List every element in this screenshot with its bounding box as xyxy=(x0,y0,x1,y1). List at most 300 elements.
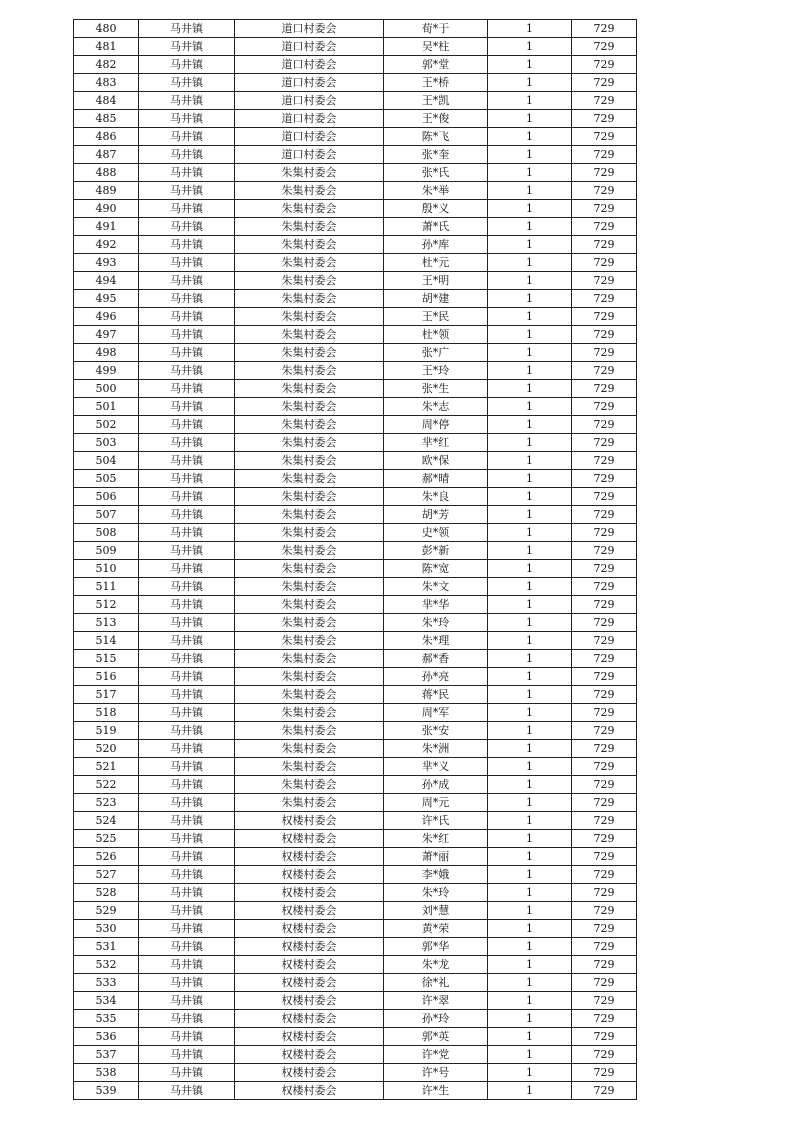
town-cell: 马井镇 xyxy=(139,920,235,938)
town-cell: 马井镇 xyxy=(139,326,235,344)
amount-cell: 729 xyxy=(572,722,637,740)
count-cell: 1 xyxy=(488,992,572,1010)
row-index-cell: 531 xyxy=(74,938,139,956)
town-cell: 马井镇 xyxy=(139,92,235,110)
amount-cell: 729 xyxy=(572,668,637,686)
amount-cell: 729 xyxy=(572,398,637,416)
village-committee-cell: 道口村委会 xyxy=(235,20,384,38)
amount-cell: 729 xyxy=(572,794,637,812)
name-cell: 孙*成 xyxy=(384,776,488,794)
town-cell: 马井镇 xyxy=(139,848,235,866)
town-cell: 马井镇 xyxy=(139,812,235,830)
name-cell: 周*军 xyxy=(384,704,488,722)
table-row xyxy=(74,398,637,416)
row-index-cell: 524 xyxy=(74,812,139,830)
town-cell: 马井镇 xyxy=(139,1046,235,1064)
count-cell: 1 xyxy=(488,362,572,380)
amount-cell: 729 xyxy=(572,38,637,56)
count-cell: 1 xyxy=(488,830,572,848)
town-cell: 马井镇 xyxy=(139,74,235,92)
village-committee-cell: 朱集村委会 xyxy=(235,560,384,578)
row-index-cell: 490 xyxy=(74,200,139,218)
village-committee-cell: 朱集村委会 xyxy=(235,776,384,794)
row-index-cell: 494 xyxy=(74,272,139,290)
town-cell: 马井镇 xyxy=(139,254,235,272)
table-row xyxy=(74,254,637,272)
village-committee-cell: 道口村委会 xyxy=(235,38,384,56)
name-cell: 王*玲 xyxy=(384,362,488,380)
name-cell: 张*生 xyxy=(384,380,488,398)
name-cell: 芈*红 xyxy=(384,434,488,452)
row-index-cell: 523 xyxy=(74,794,139,812)
amount-cell: 729 xyxy=(572,920,637,938)
town-cell: 马井镇 xyxy=(139,38,235,56)
table-row xyxy=(74,38,637,56)
table-row xyxy=(74,686,637,704)
town-cell: 马井镇 xyxy=(139,560,235,578)
name-cell: 朱*文 xyxy=(384,578,488,596)
name-cell: 彭*新 xyxy=(384,542,488,560)
town-cell: 马井镇 xyxy=(139,380,235,398)
town-cell: 马井镇 xyxy=(139,956,235,974)
table-row xyxy=(74,884,637,902)
count-cell: 1 xyxy=(488,326,572,344)
amount-cell: 729 xyxy=(572,776,637,794)
count-cell: 1 xyxy=(488,776,572,794)
town-cell: 马井镇 xyxy=(139,434,235,452)
table-row xyxy=(74,902,637,920)
table-body xyxy=(74,20,637,1100)
row-index-cell: 518 xyxy=(74,704,139,722)
village-committee-cell: 朱集村委会 xyxy=(235,668,384,686)
name-cell: 朱*洲 xyxy=(384,740,488,758)
amount-cell: 729 xyxy=(572,452,637,470)
table-row xyxy=(74,1010,637,1028)
amount-cell: 729 xyxy=(572,956,637,974)
amount-cell: 729 xyxy=(572,758,637,776)
name-cell: 陈*飞 xyxy=(384,128,488,146)
count-cell: 1 xyxy=(488,668,572,686)
table-row xyxy=(74,362,637,380)
row-index-cell: 483 xyxy=(74,74,139,92)
table-row xyxy=(74,128,637,146)
town-cell: 马井镇 xyxy=(139,578,235,596)
count-cell: 1 xyxy=(488,542,572,560)
row-index-cell: 516 xyxy=(74,668,139,686)
row-index-cell: 481 xyxy=(74,38,139,56)
town-cell: 马井镇 xyxy=(139,1010,235,1028)
amount-cell: 729 xyxy=(572,56,637,74)
name-cell: 王*俊 xyxy=(384,110,488,128)
town-cell: 马井镇 xyxy=(139,722,235,740)
name-cell: 朱*良 xyxy=(384,488,488,506)
row-index-cell: 489 xyxy=(74,182,139,200)
village-committee-cell: 权楼村委会 xyxy=(235,830,384,848)
row-index-cell: 497 xyxy=(74,326,139,344)
row-index-cell: 517 xyxy=(74,686,139,704)
village-committee-cell: 朱集村委会 xyxy=(235,416,384,434)
count-cell: 1 xyxy=(488,272,572,290)
row-index-cell: 527 xyxy=(74,866,139,884)
name-cell: 郭*英 xyxy=(384,1028,488,1046)
amount-cell: 729 xyxy=(572,560,637,578)
row-index-cell: 509 xyxy=(74,542,139,560)
amount-cell: 729 xyxy=(572,830,637,848)
amount-cell: 729 xyxy=(572,974,637,992)
count-cell: 1 xyxy=(488,956,572,974)
row-index-cell: 503 xyxy=(74,434,139,452)
town-cell: 马井镇 xyxy=(139,308,235,326)
name-cell: 孙*库 xyxy=(384,236,488,254)
table-row xyxy=(74,236,637,254)
village-committee-cell: 朱集村委会 xyxy=(235,236,384,254)
town-cell: 马井镇 xyxy=(139,974,235,992)
row-index-cell: 488 xyxy=(74,164,139,182)
row-index-cell: 492 xyxy=(74,236,139,254)
village-committee-cell: 朱集村委会 xyxy=(235,272,384,290)
table-row xyxy=(74,992,637,1010)
village-committee-cell: 朱集村委会 xyxy=(235,344,384,362)
count-cell: 1 xyxy=(488,470,572,488)
row-index-cell: 482 xyxy=(74,56,139,74)
village-committee-cell: 权楼村委会 xyxy=(235,920,384,938)
table-row xyxy=(74,164,637,182)
village-committee-cell: 权楼村委会 xyxy=(235,938,384,956)
village-committee-cell: 朱集村委会 xyxy=(235,434,384,452)
village-committee-cell: 朱集村委会 xyxy=(235,596,384,614)
count-cell: 1 xyxy=(488,56,572,74)
table-row xyxy=(74,110,637,128)
name-cell: 张*广 xyxy=(384,344,488,362)
table-row xyxy=(74,488,637,506)
town-cell: 马井镇 xyxy=(139,866,235,884)
amount-cell: 729 xyxy=(572,488,637,506)
amount-cell: 729 xyxy=(572,236,637,254)
row-index-cell: 496 xyxy=(74,308,139,326)
name-cell: 殷*义 xyxy=(384,200,488,218)
row-index-cell: 520 xyxy=(74,740,139,758)
row-index-cell: 522 xyxy=(74,776,139,794)
table-row xyxy=(74,830,637,848)
count-cell: 1 xyxy=(488,614,572,632)
village-committee-cell: 权楼村委会 xyxy=(235,992,384,1010)
village-committee-cell: 道口村委会 xyxy=(235,92,384,110)
table-row xyxy=(74,416,637,434)
row-index-cell: 537 xyxy=(74,1046,139,1064)
table-row xyxy=(74,722,637,740)
town-cell: 马井镇 xyxy=(139,110,235,128)
row-index-cell: 535 xyxy=(74,1010,139,1028)
town-cell: 马井镇 xyxy=(139,416,235,434)
count-cell: 1 xyxy=(488,650,572,668)
data-table xyxy=(73,19,637,1100)
row-index-cell: 510 xyxy=(74,560,139,578)
row-index-cell: 505 xyxy=(74,470,139,488)
amount-cell: 729 xyxy=(572,20,637,38)
town-cell: 马井镇 xyxy=(139,632,235,650)
count-cell: 1 xyxy=(488,596,572,614)
count-cell: 1 xyxy=(488,848,572,866)
table-row xyxy=(74,866,637,884)
count-cell: 1 xyxy=(488,812,572,830)
name-cell: 王*桥 xyxy=(384,74,488,92)
count-cell: 1 xyxy=(488,794,572,812)
amount-cell: 729 xyxy=(572,164,637,182)
town-cell: 马井镇 xyxy=(139,362,235,380)
amount-cell: 729 xyxy=(572,524,637,542)
name-cell: 张*奎 xyxy=(384,146,488,164)
row-index-cell: 512 xyxy=(74,596,139,614)
table-row xyxy=(74,1046,637,1064)
name-cell: 杜*元 xyxy=(384,254,488,272)
row-index-cell: 528 xyxy=(74,884,139,902)
town-cell: 马井镇 xyxy=(139,614,235,632)
row-index-cell: 486 xyxy=(74,128,139,146)
name-cell: 李*娥 xyxy=(384,866,488,884)
name-cell: 陈*宽 xyxy=(384,560,488,578)
table-row xyxy=(74,794,637,812)
amount-cell: 729 xyxy=(572,1046,637,1064)
amount-cell: 729 xyxy=(572,1064,637,1082)
village-committee-cell: 朱集村委会 xyxy=(235,254,384,272)
amount-cell: 729 xyxy=(572,272,637,290)
name-cell: 张*安 xyxy=(384,722,488,740)
village-committee-cell: 朱集村委会 xyxy=(235,740,384,758)
town-cell: 马井镇 xyxy=(139,164,235,182)
town-cell: 马井镇 xyxy=(139,740,235,758)
amount-cell: 729 xyxy=(572,380,637,398)
village-committee-cell: 朱集村委会 xyxy=(235,308,384,326)
name-cell: 许*党 xyxy=(384,1046,488,1064)
table-row xyxy=(74,326,637,344)
town-cell: 马井镇 xyxy=(139,1064,235,1082)
count-cell: 1 xyxy=(488,1082,572,1100)
village-committee-cell: 权楼村委会 xyxy=(235,812,384,830)
amount-cell: 729 xyxy=(572,254,637,272)
amount-cell: 729 xyxy=(572,632,637,650)
row-index-cell: 498 xyxy=(74,344,139,362)
count-cell: 1 xyxy=(488,380,572,398)
amount-cell: 729 xyxy=(572,686,637,704)
name-cell: 王*民 xyxy=(384,308,488,326)
amount-cell: 729 xyxy=(572,866,637,884)
table-row xyxy=(74,650,637,668)
row-index-cell: 501 xyxy=(74,398,139,416)
name-cell: 许*生 xyxy=(384,1082,488,1100)
table-row xyxy=(74,974,637,992)
table-row xyxy=(74,740,637,758)
village-committee-cell: 权楼村委会 xyxy=(235,902,384,920)
count-cell: 1 xyxy=(488,560,572,578)
row-index-cell: 538 xyxy=(74,1064,139,1082)
amount-cell: 729 xyxy=(572,614,637,632)
village-committee-cell: 朱集村委会 xyxy=(235,614,384,632)
count-cell: 1 xyxy=(488,920,572,938)
amount-cell: 729 xyxy=(572,326,637,344)
village-committee-cell: 朱集村委会 xyxy=(235,182,384,200)
village-committee-cell: 朱集村委会 xyxy=(235,686,384,704)
count-cell: 1 xyxy=(488,884,572,902)
row-index-cell: 499 xyxy=(74,362,139,380)
town-cell: 马井镇 xyxy=(139,1082,235,1100)
table-row xyxy=(74,200,637,218)
amount-cell: 729 xyxy=(572,542,637,560)
count-cell: 1 xyxy=(488,524,572,542)
table-row xyxy=(74,956,637,974)
name-cell: 胡*芳 xyxy=(384,506,488,524)
amount-cell: 729 xyxy=(572,434,637,452)
row-index-cell: 495 xyxy=(74,290,139,308)
amount-cell: 729 xyxy=(572,884,637,902)
count-cell: 1 xyxy=(488,974,572,992)
village-committee-cell: 朱集村委会 xyxy=(235,398,384,416)
name-cell: 朱*红 xyxy=(384,830,488,848)
name-cell: 王*明 xyxy=(384,272,488,290)
row-index-cell: 539 xyxy=(74,1082,139,1100)
name-cell: 郝*晴 xyxy=(384,470,488,488)
table-row xyxy=(74,1082,637,1100)
name-cell: 郝*香 xyxy=(384,650,488,668)
town-cell: 马井镇 xyxy=(139,542,235,560)
table-row xyxy=(74,524,637,542)
town-cell: 马井镇 xyxy=(139,56,235,74)
name-cell: 蒋*民 xyxy=(384,686,488,704)
table-row xyxy=(74,578,637,596)
name-cell: 刘*慧 xyxy=(384,902,488,920)
table-row xyxy=(74,506,637,524)
name-cell: 周*元 xyxy=(384,794,488,812)
town-cell: 马井镇 xyxy=(139,776,235,794)
count-cell: 1 xyxy=(488,92,572,110)
row-index-cell: 485 xyxy=(74,110,139,128)
row-index-cell: 514 xyxy=(74,632,139,650)
count-cell: 1 xyxy=(488,254,572,272)
row-index-cell: 532 xyxy=(74,956,139,974)
village-committee-cell: 道口村委会 xyxy=(235,56,384,74)
amount-cell: 729 xyxy=(572,92,637,110)
row-index-cell: 533 xyxy=(74,974,139,992)
town-cell: 马井镇 xyxy=(139,596,235,614)
town-cell: 马井镇 xyxy=(139,488,235,506)
town-cell: 马井镇 xyxy=(139,452,235,470)
row-index-cell: 530 xyxy=(74,920,139,938)
table-row xyxy=(74,848,637,866)
count-cell: 1 xyxy=(488,200,572,218)
row-index-cell: 521 xyxy=(74,758,139,776)
table-row xyxy=(74,614,637,632)
count-cell: 1 xyxy=(488,632,572,650)
amount-cell: 729 xyxy=(572,308,637,326)
amount-cell: 729 xyxy=(572,578,637,596)
count-cell: 1 xyxy=(488,506,572,524)
count-cell: 1 xyxy=(488,218,572,236)
count-cell: 1 xyxy=(488,686,572,704)
village-committee-cell: 朱集村委会 xyxy=(235,290,384,308)
town-cell: 马井镇 xyxy=(139,470,235,488)
count-cell: 1 xyxy=(488,344,572,362)
table-row xyxy=(74,470,637,488)
town-cell: 马井镇 xyxy=(139,992,235,1010)
amount-cell: 729 xyxy=(572,74,637,92)
count-cell: 1 xyxy=(488,740,572,758)
count-cell: 1 xyxy=(488,1064,572,1082)
count-cell: 1 xyxy=(488,758,572,776)
row-index-cell: 491 xyxy=(74,218,139,236)
name-cell: 许*氏 xyxy=(384,812,488,830)
town-cell: 马井镇 xyxy=(139,20,235,38)
count-cell: 1 xyxy=(488,38,572,56)
town-cell: 马井镇 xyxy=(139,650,235,668)
row-index-cell: 500 xyxy=(74,380,139,398)
row-index-cell: 534 xyxy=(74,992,139,1010)
table-row xyxy=(74,344,637,362)
count-cell: 1 xyxy=(488,1028,572,1046)
count-cell: 1 xyxy=(488,452,572,470)
name-cell: 黄*荣 xyxy=(384,920,488,938)
name-cell: 芈*华 xyxy=(384,596,488,614)
name-cell: 朱*举 xyxy=(384,182,488,200)
count-cell: 1 xyxy=(488,938,572,956)
table-row xyxy=(74,290,637,308)
row-index-cell: 484 xyxy=(74,92,139,110)
row-index-cell: 480 xyxy=(74,20,139,38)
amount-cell: 729 xyxy=(572,200,637,218)
town-cell: 马井镇 xyxy=(139,686,235,704)
table-row xyxy=(74,308,637,326)
name-cell: 郭*堂 xyxy=(384,56,488,74)
town-cell: 马井镇 xyxy=(139,758,235,776)
name-cell: 杜*领 xyxy=(384,326,488,344)
village-committee-cell: 权楼村委会 xyxy=(235,884,384,902)
count-cell: 1 xyxy=(488,1046,572,1064)
village-committee-cell: 朱集村委会 xyxy=(235,488,384,506)
count-cell: 1 xyxy=(488,704,572,722)
amount-cell: 729 xyxy=(572,704,637,722)
village-committee-cell: 朱集村委会 xyxy=(235,650,384,668)
amount-cell: 729 xyxy=(572,218,637,236)
village-committee-cell: 朱集村委会 xyxy=(235,506,384,524)
village-committee-cell: 朱集村委会 xyxy=(235,578,384,596)
row-index-cell: 536 xyxy=(74,1028,139,1046)
row-index-cell: 525 xyxy=(74,830,139,848)
table-row xyxy=(74,1064,637,1082)
name-cell: 萧*氏 xyxy=(384,218,488,236)
amount-cell: 729 xyxy=(572,344,637,362)
count-cell: 1 xyxy=(488,902,572,920)
table-row xyxy=(74,452,637,470)
name-cell: 芈*义 xyxy=(384,758,488,776)
village-committee-cell: 朱集村委会 xyxy=(235,758,384,776)
town-cell: 马井镇 xyxy=(139,290,235,308)
row-index-cell: 487 xyxy=(74,146,139,164)
table-row xyxy=(74,146,637,164)
table-row xyxy=(74,920,637,938)
table-row xyxy=(74,20,637,38)
village-committee-cell: 权楼村委会 xyxy=(235,1082,384,1100)
name-cell: 郭*华 xyxy=(384,938,488,956)
name-cell: 张*氏 xyxy=(384,164,488,182)
village-committee-cell: 道口村委会 xyxy=(235,146,384,164)
town-cell: 马井镇 xyxy=(139,344,235,362)
amount-cell: 729 xyxy=(572,362,637,380)
town-cell: 马井镇 xyxy=(139,884,235,902)
table-row xyxy=(74,218,637,236)
town-cell: 马井镇 xyxy=(139,182,235,200)
village-committee-cell: 权楼村委会 xyxy=(235,848,384,866)
town-cell: 马井镇 xyxy=(139,524,235,542)
village-committee-cell: 道口村委会 xyxy=(235,74,384,92)
table-row xyxy=(74,1028,637,1046)
